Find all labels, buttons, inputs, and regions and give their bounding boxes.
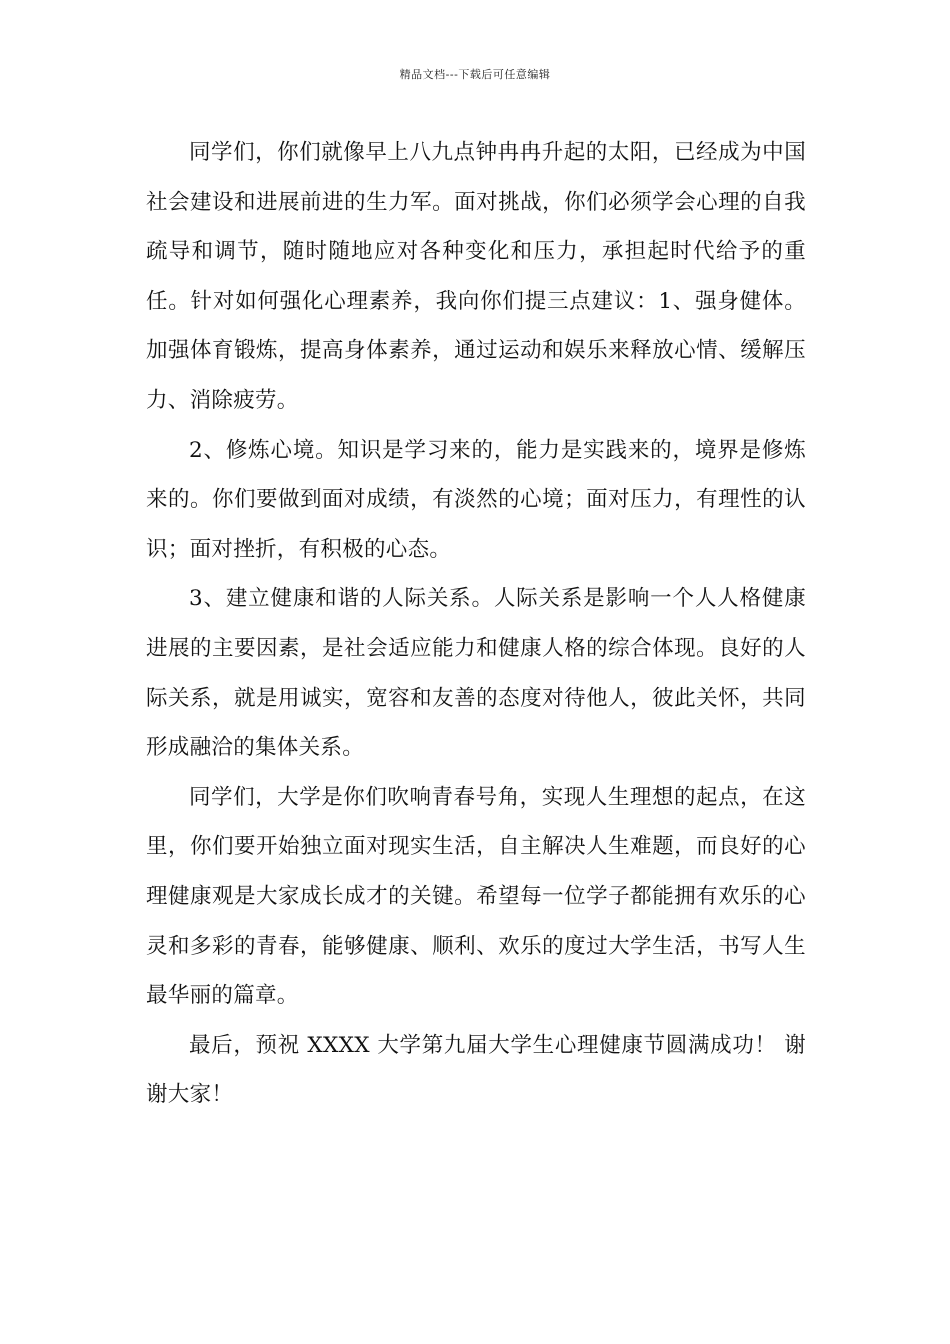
- paragraph-5: 最后，预祝 XXXX 大学第九届大学生心理健康节圆满成功！ 谢谢大家！: [146, 1032, 806, 1108]
- page-header: 精品文档---下载后可任意编辑: [399, 68, 551, 81]
- paragraph-4: 同学们，大学是你们吹响青春号角，实现人生理想的起点，在这里，你们要开始独立面对现实生活，自主解决人生难题，而良好的心理健康观是大家成长成才的关键。希望每一位学子都能拥有欢乐的心灵和多彩的青春，能够健康、顺利、欢乐的度过大学生活，书写人生最华丽的篇章。: [146, 784, 806, 1009]
- paragraph-2: 2、修炼心境。知识是学习来的，能力是实践来的，境界是修炼来的。你们要做到面对成绩，有淡然的心境；面对压力，有理性的认识；面对挫折，有积极的心态。: [146, 437, 806, 562]
- paragraph-1: 同学们，你们就像早上八九点钟冉冉升起的太阳，已经成为中国社会建设和进展前进的生力军。面对挑战，你们必须学会心理的自我疏导和调节，随时随地应对各种变化和压力，承担起时代给予的重任。针对如何强化心理素养，我向你们提三点建议：1、强身健体。加强体育锻炼，提高身体素养，通过运动和娱乐来释放心情、缓解压力、消除疲劳。: [146, 140, 806, 413]
- paragraph-3: 3、建立健康和谐的人际关系。人际关系是影响一个人人格健康进展的主要因素，是社会适应能力和健康人格的综合体现。良好的人际关系，就是用诚实，宽容和友善的态度对待他人，彼此关怀，共同形成融洽的集体关系。: [146, 586, 806, 761]
- document-body: [146, 128, 806, 1120]
